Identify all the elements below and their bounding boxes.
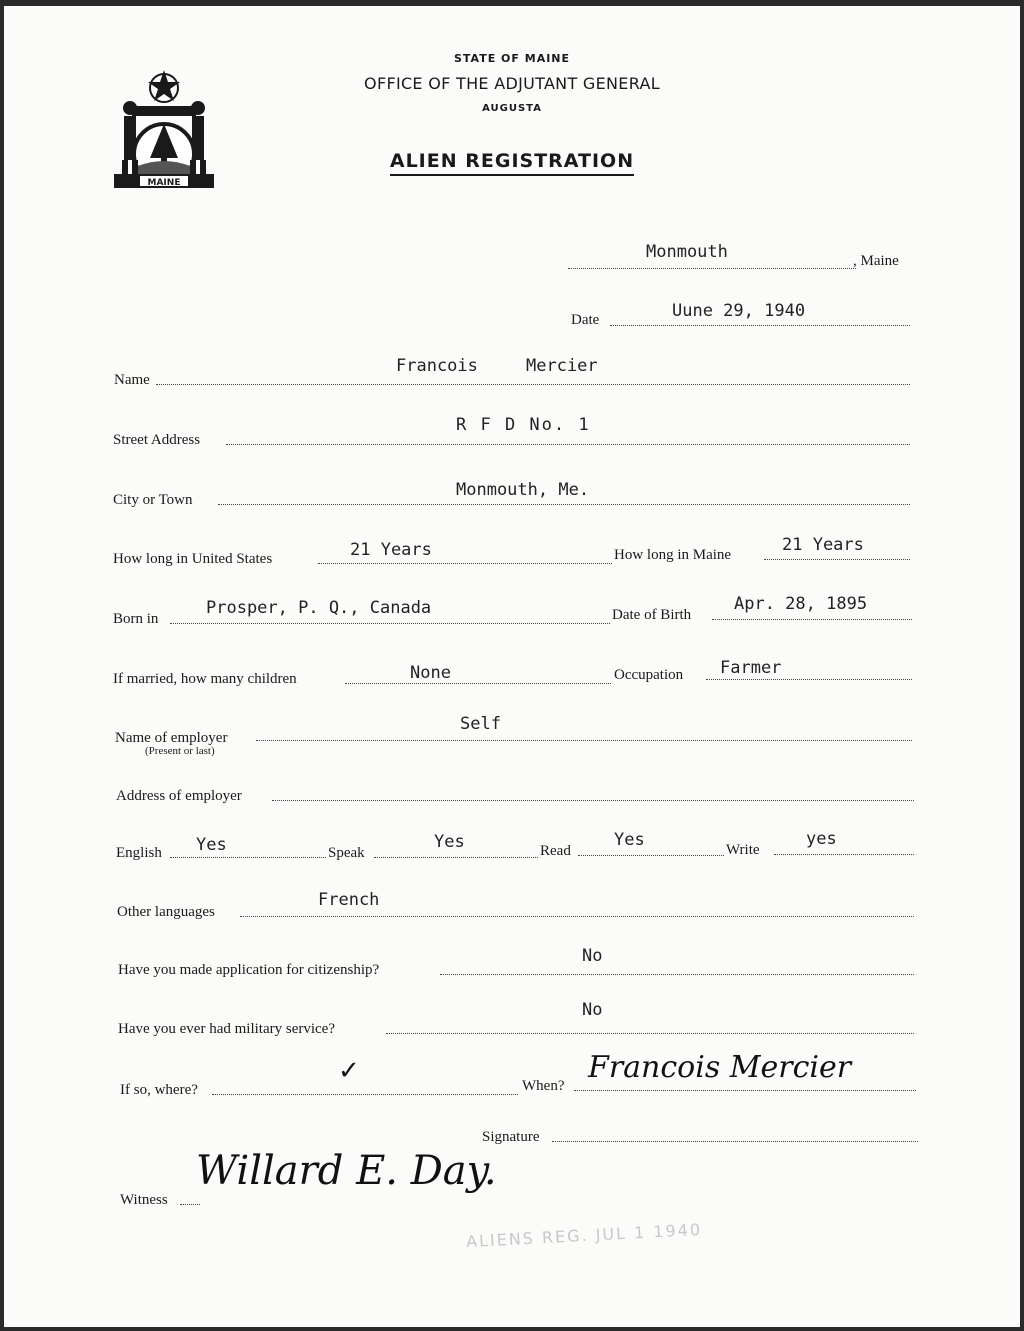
speak-label: Speak [328, 845, 365, 861]
date-of-birth-line [712, 619, 912, 620]
how-long-maine-label: How long in Maine [614, 547, 732, 563]
citizenship-label: Have you made application for citizenship? [118, 962, 380, 978]
citizenship-line [440, 974, 914, 975]
born-in-label: Born in [113, 611, 159, 627]
employer-line [256, 740, 912, 741]
born-in-value[interactable]: Prosper, P. Q., Canada [206, 598, 432, 618]
signature-label: Signature [482, 1129, 540, 1145]
date-line [610, 325, 910, 326]
read-value[interactable]: Yes [614, 830, 645, 850]
town-line [568, 268, 856, 269]
city-line [218, 504, 910, 505]
employer-label: Name of employer [115, 730, 228, 746]
how-long-maine-value[interactable]: 21 Years [782, 535, 864, 555]
street-value[interactable]: R F D No. 1 [456, 415, 591, 435]
how-long-us-line [318, 563, 612, 564]
svg-text:MAINE: MAINE [147, 178, 181, 188]
where-label: If so, where? [120, 1082, 198, 1098]
read-line [578, 855, 724, 856]
english-value[interactable]: Yes [196, 835, 227, 855]
date-of-birth-label: Date of Birth [612, 607, 692, 623]
employer-value[interactable]: Self [460, 714, 501, 734]
witness-label: Witness [120, 1192, 168, 1208]
signature-line [552, 1141, 918, 1142]
name-label: Name [114, 372, 150, 388]
children-line [345, 683, 611, 684]
date-label: Date [571, 312, 600, 328]
speak-line [374, 857, 538, 858]
first-name-value[interactable]: Francois [396, 356, 478, 376]
applicant-signature: Francois Mercier [588, 1050, 852, 1085]
employer-note: (Present or last) [145, 745, 215, 757]
how-long-maine-line [764, 559, 910, 560]
military-line [386, 1033, 914, 1034]
other-languages-value[interactable]: French [318, 890, 380, 910]
town-value[interactable]: Monmouth [646, 242, 728, 262]
form-title: ALIEN REGISTRATION [0, 150, 1024, 172]
city-heading: AUGUSTA [482, 103, 542, 114]
occupation-value[interactable]: Farmer [720, 658, 782, 678]
military-label: Have you ever had military service? [118, 1021, 335, 1037]
english-line [170, 857, 326, 858]
speak-value[interactable]: Yes [434, 832, 465, 852]
employer-address-line [272, 800, 914, 801]
office-heading: OFFICE OF THE ADJUTANT GENERAL [364, 74, 660, 93]
other-languages-label: Other languages [117, 904, 215, 920]
street-label: Street Address [113, 432, 201, 448]
write-value[interactable]: yes [806, 829, 837, 849]
how-long-us-value[interactable]: 21 Years [350, 540, 432, 560]
city-value[interactable]: Monmouth, Me. [456, 480, 590, 500]
military-value[interactable]: No [582, 1000, 603, 1020]
last-name-value[interactable]: Mercier [526, 356, 598, 376]
when-line [574, 1090, 916, 1091]
write-label: Write [726, 842, 760, 858]
where-line [212, 1094, 518, 1095]
employer-address-label: Address of employer [116, 788, 242, 804]
city-label: City or Town [113, 492, 193, 508]
how-long-us-label: How long in United States [113, 551, 273, 567]
children-label: If married, how many children [113, 671, 297, 687]
born-in-line [170, 623, 610, 624]
write-line [774, 854, 914, 855]
occupation-line [706, 679, 912, 680]
maine-label: , Maine [853, 253, 899, 269]
where-checkmark: ✓ [338, 1056, 360, 1086]
other-languages-line [240, 916, 914, 917]
citizenship-value[interactable]: No [582, 946, 603, 966]
witness-signature: Willard E. Day. [196, 1148, 497, 1194]
witness-line [180, 1204, 200, 1205]
receipt-stamp: ALIENS REG. JUL 1 1940 [465, 1219, 703, 1252]
date-value[interactable]: Uune 29, 1940 [672, 301, 806, 321]
street-line [226, 444, 910, 445]
state-heading: STATE OF MAINE [453, 52, 571, 65]
name-line [156, 384, 910, 385]
english-label: English [116, 845, 162, 861]
children-value[interactable]: None [410, 663, 451, 683]
read-label: Read [540, 843, 571, 859]
occupation-label: Occupation [614, 667, 684, 683]
when-label: When? [522, 1078, 565, 1094]
date-of-birth-value[interactable]: Apr. 28, 1895 [734, 594, 868, 614]
